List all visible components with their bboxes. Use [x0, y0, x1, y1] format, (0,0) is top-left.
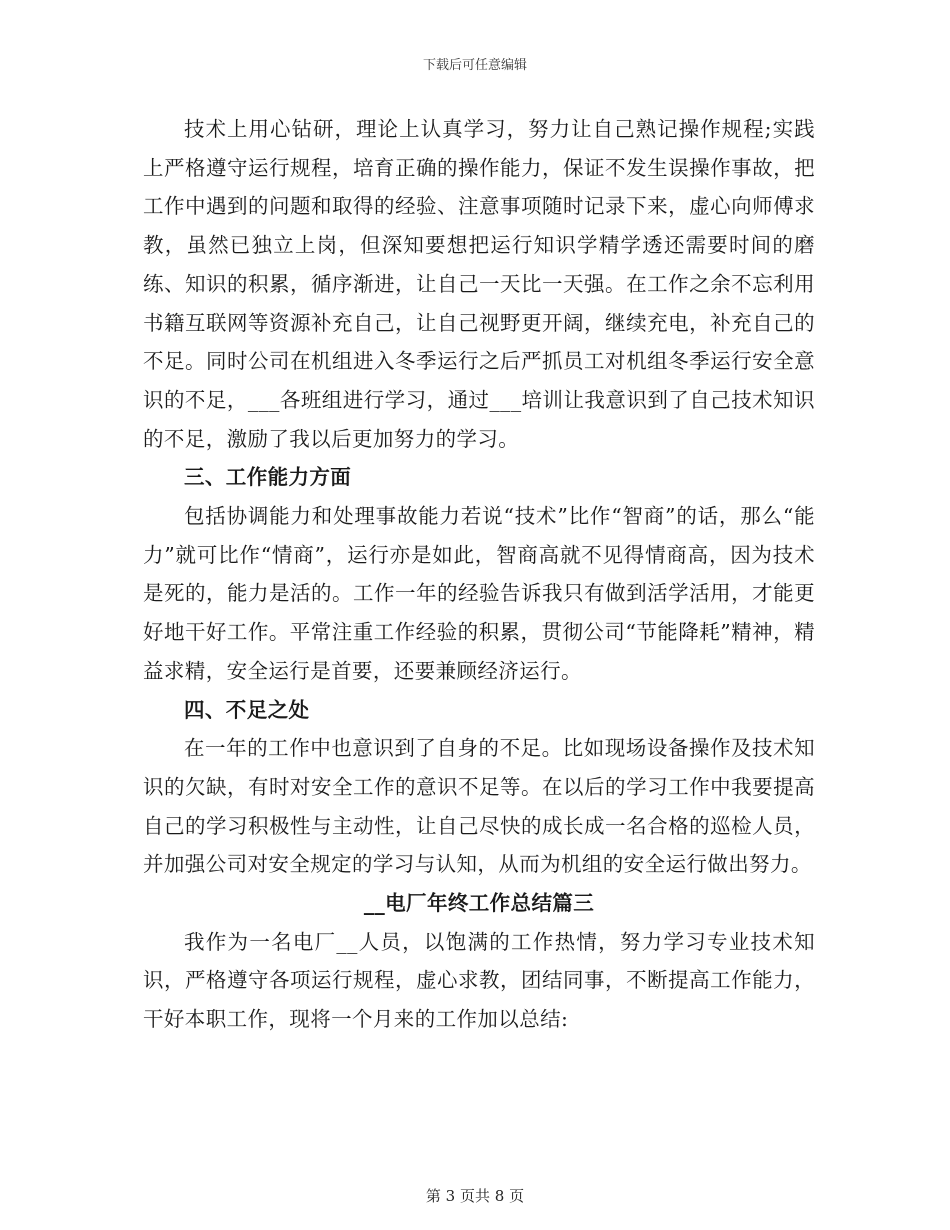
- document-body: [143, 110, 815, 1039]
- heading-shortcomings: 四、不足之处: [184, 697, 310, 722]
- page-footer: 第 3 页共 8 页: [425, 1187, 525, 1205]
- section-title-part-three: __电厂年终工作总结篇三: [363, 891, 595, 916]
- paragraph-intro-part-three: 我作为一名电厂__人员，以饱满的工作热情，努力学习专业技术知识，严格遵守各项运行规程，虚心求教，团结同事，不断提高工作能力，干好本职工作，现将一个月来的工作加以总结:: [143, 929, 815, 1032]
- paragraph-shortcomings: 在一年的工作中也意识到了自身的不足。比如现场设备操作及技术知识的欠缺，有时对安全工作的意识不足等。在以后的学习工作中我要提高自己的学习积极性与主动性，让自己尽快的成长成一名合格的巡检人员，并加强公司对安全规定的学习与认知，从而为机组的安全运行做出努力。: [143, 736, 815, 877]
- heading-work-ability: 三、工作能力方面: [184, 465, 352, 490]
- paragraph-technical-study: 技术上用心钻研，理论上认真学习，努力让自己熟记操作规程;实践上严格遵守运行规程，培育正确的操作能力，保证不发生误操作事故，把工作中遇到的问题和取得的经验、注意事项随时记录下来，虚心向师傅求教，虽然已独立上岗，但深知要想把运行知识学精学透还需要时间的磨练、知识的积累，循序渐进，让自己一天比一天强。在工作之余不忘利用书籍互联网等资源补充自己，让自己视野更开阔，继续充电，补充自己的不足。同时公司在机组进入冬季运行之后严抓员工对机组冬季运行安全意识的不足，___各班组进行学习，通过___培训让我意识到了自己技术知识的不足，激励了我以后更加努力的学习。: [143, 117, 815, 451]
- paragraph-work-ability: 包括协调能力和处理事故能力若说“技术”比作“智商”的话，那么“能力”就可比作“情商”，运行亦是如此，智商高就不见得情商高，因为技术是死的，能力是活的。工作一年的经验告诉我只有做到活学活用，才能更好地干好工作。平常注重工作经验的积累，贯彻公司“节能降耗”精神，精益求精，安全运行是首要，还要兼顾经济运行。: [143, 504, 815, 683]
- page-header: 下载后可任意编辑: [422, 58, 527, 73]
